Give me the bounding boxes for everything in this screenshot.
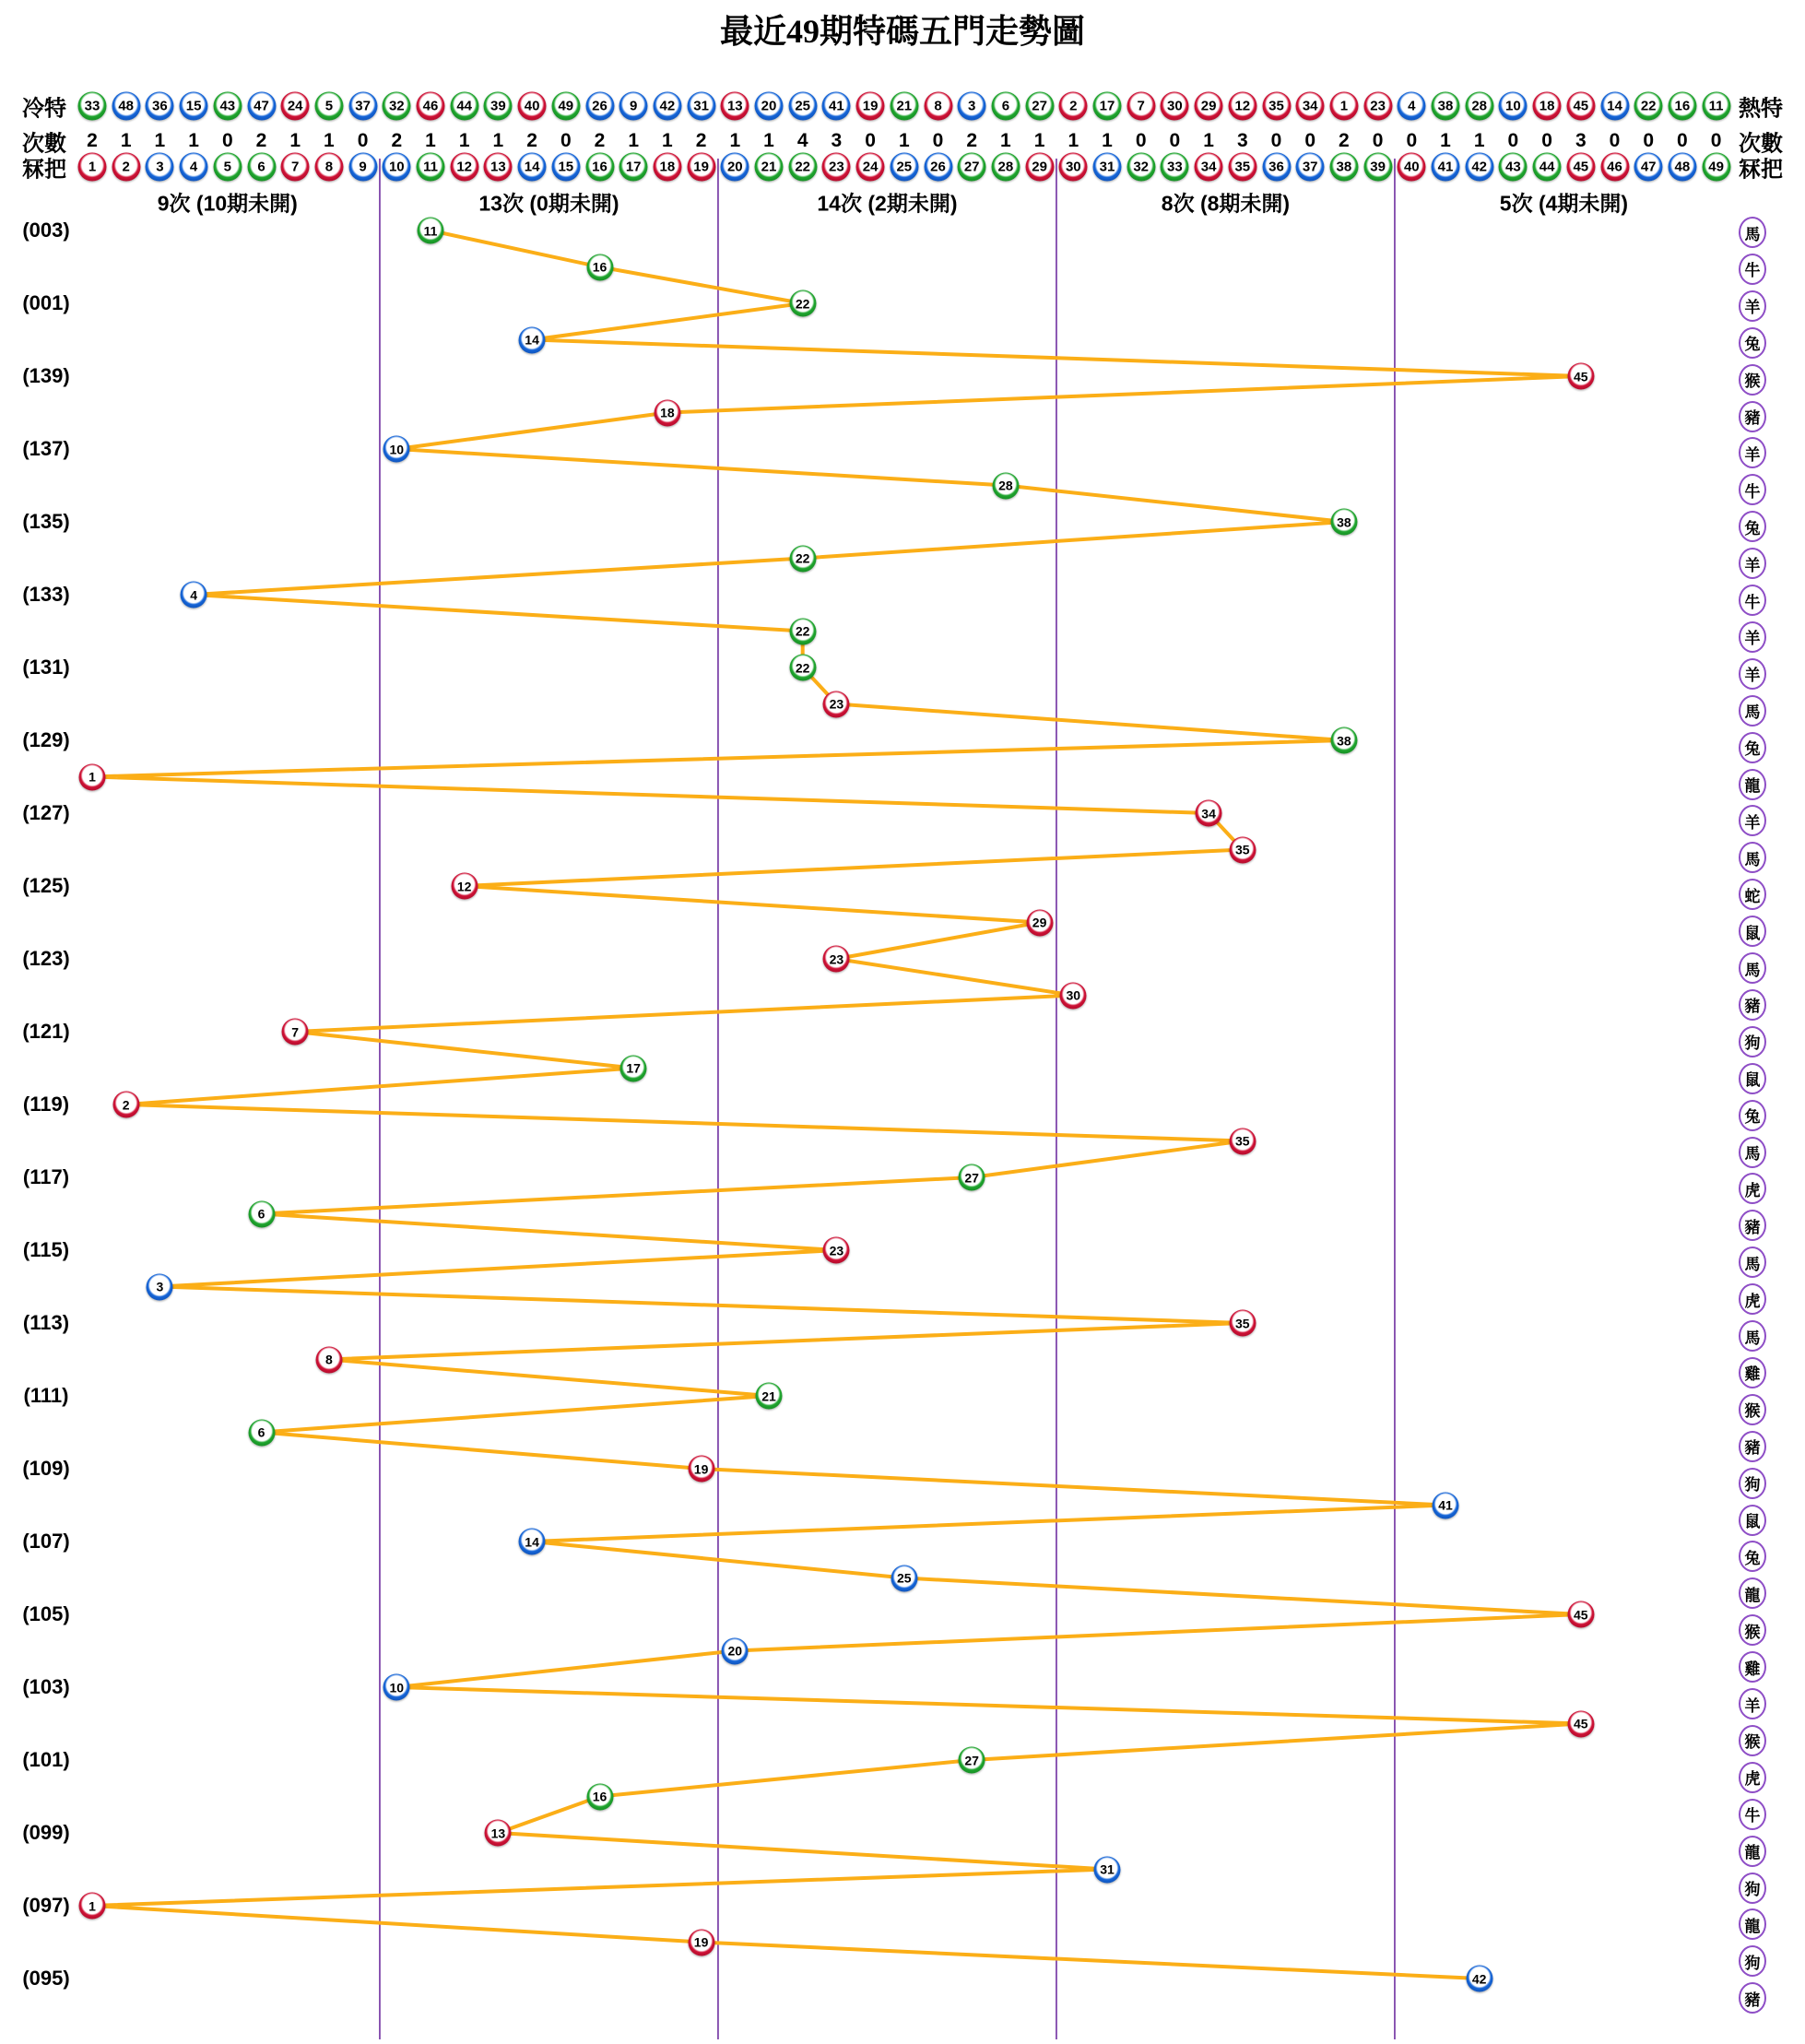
chart-ball: 14 <box>519 326 546 353</box>
count-value: 0 <box>1643 130 1655 151</box>
cold-ball: 21 <box>890 92 918 121</box>
count-value: 1 <box>1440 130 1451 151</box>
count-value: 0 <box>1372 130 1384 151</box>
count-value: 0 <box>1135 130 1147 151</box>
section-label: 14次 (2期未開) <box>817 191 958 216</box>
period-label: (121) <box>22 1020 70 1043</box>
chart-ball: 2 <box>112 1092 139 1118</box>
cold-ball: 49 <box>551 92 580 121</box>
zodiac-badge: 馬 <box>1739 695 1766 727</box>
zodiac-badge: 豬 <box>1739 989 1766 1021</box>
number-ball: 2 <box>112 153 140 182</box>
page-title: 最近49期特碼五門走勢圖 <box>719 13 1085 50</box>
count-value: 0 <box>1304 130 1316 151</box>
number-ball: 40 <box>1398 153 1426 182</box>
cold-ball: 26 <box>585 92 614 121</box>
count-value: 1 <box>662 130 673 151</box>
zodiac-badge: 狗 <box>1739 1945 1766 1977</box>
count-value: 1 <box>1068 130 1079 151</box>
cold-ball: 3 <box>958 92 986 121</box>
zodiac-badge: 龍 <box>1739 1836 1766 1867</box>
chart-ball: 23 <box>823 1237 850 1264</box>
cold-ball: 44 <box>450 92 478 121</box>
cold-ball: 19 <box>856 92 885 121</box>
chart-ball: 29 <box>1026 909 1053 936</box>
number-ball: 20 <box>721 153 749 182</box>
number-ball: 16 <box>585 153 614 182</box>
zodiac-badge: 馬 <box>1739 1320 1766 1352</box>
number-ball: 39 <box>1363 153 1392 182</box>
zodiac-badge: 牛 <box>1739 585 1766 616</box>
count-value: 3 <box>1575 130 1587 151</box>
count-value: 1 <box>1203 130 1214 151</box>
count-value: 1 <box>1000 130 1011 151</box>
zodiac-badge: 豬 <box>1739 1431 1766 1462</box>
number-ball: 9 <box>348 153 377 182</box>
chart-ball: 20 <box>722 1637 749 1664</box>
cold-ball: 33 <box>78 92 107 121</box>
chart-ball: 28 <box>992 472 1019 499</box>
count-value: 0 <box>1169 130 1181 151</box>
count-value: 0 <box>560 130 572 151</box>
cold-ball: 38 <box>1432 92 1460 121</box>
count-value: 1 <box>492 130 504 151</box>
chart-ball: 38 <box>1330 727 1357 754</box>
number-ball: 28 <box>991 153 1020 182</box>
chart-ball: 45 <box>1567 1710 1594 1737</box>
cold-ball: 24 <box>281 92 310 121</box>
chart-ball: 8 <box>315 1346 342 1373</box>
cold-ball: 48 <box>112 92 140 121</box>
period-label: (109) <box>22 1457 70 1480</box>
cold-ball: 2 <box>1059 92 1088 121</box>
chart-ball: 41 <box>1433 1492 1459 1518</box>
number-right-label: 冧把 <box>1739 157 1783 183</box>
count-value: 1 <box>324 130 335 151</box>
cold-ball: 32 <box>383 92 411 121</box>
period-label: (001) <box>22 291 70 314</box>
zodiac-badge: 羊 <box>1739 1688 1766 1719</box>
cold-ball: 45 <box>1566 92 1595 121</box>
chart-ball: 7 <box>282 1019 309 1046</box>
zodiac-badge: 雞 <box>1739 1357 1766 1388</box>
chart-ball: 17 <box>620 1055 647 1081</box>
number-ball: 19 <box>687 153 715 182</box>
zodiac-badge: 狗 <box>1739 1873 1766 1904</box>
cold-ball: 42 <box>653 92 681 121</box>
number-ball: 12 <box>450 153 478 182</box>
cold-ball: 15 <box>180 92 208 121</box>
number-ball: 27 <box>958 153 986 182</box>
period-label: (103) <box>22 1675 70 1698</box>
zodiac-badge: 兔 <box>1739 732 1766 763</box>
chart-ball: 11 <box>418 218 444 244</box>
chart-ball: 30 <box>1060 982 1087 1009</box>
period-label: (099) <box>22 1821 70 1844</box>
number-ball: 30 <box>1059 153 1088 182</box>
chart-ball: 16 <box>586 1783 613 1810</box>
number-ball: 33 <box>1161 153 1189 182</box>
chart-ball: 42 <box>1466 1966 1492 1992</box>
count-value: 0 <box>1541 130 1552 151</box>
period-label: (123) <box>22 947 70 970</box>
cold-ball: 43 <box>213 92 242 121</box>
cold-ball: 39 <box>484 92 513 121</box>
zodiac-badge: 羊 <box>1739 437 1766 468</box>
cold-ball: 17 <box>1093 92 1122 121</box>
period-label: (115) <box>22 1238 70 1261</box>
chart-ball: 1 <box>79 763 106 790</box>
count-value: 1 <box>1473 130 1485 151</box>
zodiac-badge: 羊 <box>1739 805 1766 836</box>
zodiac-badge: 虎 <box>1739 1762 1766 1793</box>
zodiac-badge: 鼠 <box>1739 1505 1766 1536</box>
count-value: 1 <box>458 130 470 151</box>
section-label: 5次 (4期未開) <box>1499 191 1629 216</box>
count-value: 1 <box>763 130 774 151</box>
cold-ball: 34 <box>1296 92 1325 121</box>
count-value: 0 <box>221 130 233 151</box>
cold-ball: 41 <box>822 92 851 121</box>
period-label: (139) <box>22 364 70 387</box>
count-value: 1 <box>898 130 910 151</box>
number-ball: 43 <box>1499 153 1528 182</box>
count-value: 2 <box>1339 130 1350 151</box>
cold-ball: 12 <box>1228 92 1256 121</box>
zodiac-badge: 馬 <box>1739 217 1766 248</box>
cold-ball: 4 <box>1398 92 1426 121</box>
count-value: 0 <box>1609 130 1621 151</box>
chart-ball: 23 <box>823 691 850 717</box>
chart-ball: 22 <box>789 545 816 572</box>
count-value: 3 <box>831 130 843 151</box>
zodiac-badge: 羊 <box>1739 290 1766 322</box>
zodiac-badge: 猴 <box>1739 364 1766 396</box>
trend-line <box>92 230 1581 1979</box>
chart-ball: 12 <box>451 873 478 900</box>
zodiac-badge: 馬 <box>1739 952 1766 984</box>
cold-ball: 35 <box>1262 92 1291 121</box>
number-ball: 36 <box>1262 153 1291 182</box>
period-label: (111) <box>23 1384 69 1407</box>
period-label: (097) <box>22 1894 70 1917</box>
period-label: (127) <box>22 801 70 824</box>
number-ball: 42 <box>1465 153 1493 182</box>
number-ball: 14 <box>518 153 547 182</box>
zodiac-badge: 豬 <box>1739 401 1766 432</box>
zodiac-badge: 狗 <box>1739 1026 1766 1057</box>
chart-ball: 23 <box>823 946 850 973</box>
cold-ball: 31 <box>687 92 715 121</box>
count-value: 1 <box>154 130 166 151</box>
number-ball: 8 <box>314 153 343 182</box>
number-ball: 34 <box>1195 153 1223 182</box>
chart-ball: 10 <box>383 1674 410 1701</box>
count-value: 2 <box>695 130 707 151</box>
number-ball: 23 <box>822 153 851 182</box>
number-ball: 37 <box>1296 153 1325 182</box>
number-ball: 18 <box>653 153 681 182</box>
cold-ball: 30 <box>1161 92 1189 121</box>
chart-ball: 4 <box>181 582 207 608</box>
count-value: 1 <box>289 130 301 151</box>
number-ball: 24 <box>856 153 885 182</box>
count-value: 0 <box>1677 130 1688 151</box>
section-label: 13次 (0期未開) <box>478 191 619 216</box>
number-ball: 7 <box>281 153 310 182</box>
cold-ball: 18 <box>1533 92 1562 121</box>
cold-special-left-label: 冷特 <box>22 96 66 122</box>
number-left-label: 冧把 <box>22 157 66 183</box>
number-ball: 4 <box>180 153 208 182</box>
number-ball: 17 <box>619 153 648 182</box>
chart-ball: 25 <box>891 1565 917 1591</box>
number-ball: 21 <box>755 153 784 182</box>
zodiac-badge: 牛 <box>1739 474 1766 505</box>
cold-ball: 46 <box>417 92 445 121</box>
chart-ball: 19 <box>688 1929 714 1955</box>
cold-ball: 7 <box>1127 92 1155 121</box>
chart-ball: 35 <box>1229 1128 1256 1154</box>
count-value: 0 <box>932 130 944 151</box>
cold-ball: 14 <box>1600 92 1629 121</box>
chart-ball: 27 <box>959 1747 985 1774</box>
cold-ball: 6 <box>991 92 1020 121</box>
cold-ball: 5 <box>314 92 343 121</box>
section-label: 9次 (10期未開) <box>157 191 298 216</box>
count-value: 0 <box>1507 130 1519 151</box>
zodiac-badge: 龍 <box>1739 1577 1766 1609</box>
zodiac-badge: 虎 <box>1739 1173 1766 1204</box>
cold-ball: 37 <box>348 92 377 121</box>
period-label: (119) <box>22 1093 70 1116</box>
count-value: 1 <box>1033 130 1045 151</box>
chart-ball: 3 <box>147 1273 173 1300</box>
count-value: 0 <box>865 130 876 151</box>
chart-ball: 22 <box>789 655 816 681</box>
zodiac-badge: 馬 <box>1739 1137 1766 1168</box>
count-value: 4 <box>796 130 808 151</box>
chart-ball: 16 <box>586 254 613 280</box>
chart-ball: 1 <box>79 1893 106 1920</box>
chart-ball: 13 <box>485 1820 512 1847</box>
count-value: 0 <box>1406 130 1418 151</box>
cold-ball: 47 <box>247 92 276 121</box>
zodiac-badge: 龍 <box>1739 769 1766 800</box>
zodiac-badge: 豬 <box>1739 1210 1766 1241</box>
period-label: (117) <box>22 1165 70 1188</box>
zodiac-badge: 牛 <box>1739 254 1766 285</box>
cold-ball: 29 <box>1195 92 1223 121</box>
chart-ball: 45 <box>1567 363 1594 390</box>
count-left-label: 次數 <box>22 131 66 157</box>
chart-ball: 21 <box>756 1383 783 1410</box>
zodiac-badge: 猴 <box>1739 1725 1766 1756</box>
count-value: 2 <box>87 130 98 151</box>
chart-ball: 19 <box>688 1456 714 1483</box>
cold-ball: 20 <box>755 92 784 121</box>
number-ball: 49 <box>1702 153 1730 182</box>
number-ball: 1 <box>78 153 107 182</box>
cold-ball: 27 <box>1025 92 1054 121</box>
number-ball: 22 <box>788 153 817 182</box>
chart-ball: 34 <box>1196 800 1222 827</box>
zodiac-badge: 蛇 <box>1739 879 1766 910</box>
number-ball: 15 <box>551 153 580 182</box>
period-label: (137) <box>22 437 70 460</box>
count-value: 0 <box>357 130 369 151</box>
cold-ball: 25 <box>788 92 817 121</box>
number-ball: 6 <box>247 153 276 182</box>
count-right-label: 次數 <box>1739 131 1783 157</box>
cold-ball: 36 <box>146 92 174 121</box>
period-label: (003) <box>22 219 70 242</box>
zodiac-badge: 猴 <box>1739 1614 1766 1646</box>
period-label: (113) <box>22 1311 70 1334</box>
zodiac-badge: 兔 <box>1739 327 1766 359</box>
cold-ball: 28 <box>1465 92 1493 121</box>
zodiac-badge: 馬 <box>1739 842 1766 873</box>
cold-ball: 10 <box>1499 92 1528 121</box>
number-ball: 46 <box>1600 153 1629 182</box>
chart-ball: 35 <box>1229 1310 1256 1337</box>
cold-ball: 1 <box>1329 92 1358 121</box>
chart-ball: 45 <box>1567 1601 1594 1628</box>
number-ball: 11 <box>417 153 445 182</box>
number-ball: 48 <box>1668 153 1696 182</box>
chart-ball: 22 <box>789 618 816 644</box>
count-value: 1 <box>425 130 436 151</box>
count-value: 2 <box>255 130 267 151</box>
zodiac-badge: 猴 <box>1739 1394 1766 1425</box>
zodiac-badge: 虎 <box>1739 1283 1766 1315</box>
cold-ball: 22 <box>1634 92 1663 121</box>
chart-ball: 38 <box>1330 509 1357 536</box>
zodiac-badge: 豬 <box>1739 1982 1766 2014</box>
chart-ball: 18 <box>654 399 680 426</box>
chart-ball: 6 <box>248 1200 275 1227</box>
number-ball: 26 <box>924 153 952 182</box>
period-label: (105) <box>22 1602 70 1625</box>
number-ball: 41 <box>1432 153 1460 182</box>
count-value: 1 <box>729 130 741 151</box>
count-value: 1 <box>1102 130 1113 151</box>
chart-ball: 31 <box>1094 1856 1121 1883</box>
zodiac-badge: 羊 <box>1739 658 1766 690</box>
count-value: 2 <box>526 130 537 151</box>
period-label: (135) <box>22 510 70 533</box>
period-label: (095) <box>22 1967 70 1990</box>
number-ball: 45 <box>1566 153 1595 182</box>
count-value: 2 <box>391 130 403 151</box>
zodiac-badge: 鼠 <box>1739 916 1766 947</box>
zodiac-badge: 狗 <box>1739 1468 1766 1499</box>
zodiac-badge: 雞 <box>1739 1651 1766 1683</box>
number-ball: 5 <box>213 153 242 182</box>
cold-ball: 11 <box>1702 92 1730 121</box>
chart-ball: 27 <box>959 1164 985 1191</box>
number-ball: 25 <box>890 153 918 182</box>
number-ball: 35 <box>1228 153 1256 182</box>
count-value: 2 <box>594 130 606 151</box>
period-label: (107) <box>22 1530 70 1553</box>
chart-ball: 10 <box>383 436 410 463</box>
number-ball: 31 <box>1093 153 1122 182</box>
section-label: 8次 (8期未開) <box>1161 191 1291 216</box>
chart-ball: 14 <box>519 1529 546 1555</box>
count-value: 1 <box>120 130 132 151</box>
chart-ball: 22 <box>789 290 816 317</box>
count-value: 1 <box>188 130 199 151</box>
number-ball: 32 <box>1127 153 1155 182</box>
number-ball: 29 <box>1025 153 1054 182</box>
chart-ball: 6 <box>248 1419 275 1446</box>
period-label: (101) <box>22 1748 70 1771</box>
zodiac-badge: 兔 <box>1739 511 1766 542</box>
zodiac-badge: 龍 <box>1739 1908 1766 1940</box>
period-label: (131) <box>22 656 70 679</box>
cold-ball: 8 <box>924 92 952 121</box>
zodiac-badge: 兔 <box>1739 1541 1766 1572</box>
cold-ball: 13 <box>721 92 749 121</box>
zodiac-badge: 羊 <box>1739 548 1766 579</box>
zodiac-badge: 鼠 <box>1739 1063 1766 1094</box>
zodiac-badge: 牛 <box>1739 1799 1766 1830</box>
hot-special-right-label: 熱特 <box>1739 96 1783 122</box>
zodiac-badge: 兔 <box>1739 1100 1766 1131</box>
number-ball: 44 <box>1533 153 1562 182</box>
number-ball: 38 <box>1329 153 1358 182</box>
cold-ball: 23 <box>1363 92 1392 121</box>
zodiac-badge: 馬 <box>1739 1246 1766 1278</box>
period-label: (133) <box>22 583 70 606</box>
count-value: 0 <box>1270 130 1282 151</box>
period-label: (125) <box>22 874 70 897</box>
count-value: 1 <box>628 130 640 151</box>
count-value: 2 <box>966 130 978 151</box>
period-label: (129) <box>22 728 70 751</box>
number-ball: 3 <box>146 153 174 182</box>
chart-ball: 35 <box>1229 836 1256 863</box>
number-ball: 47 <box>1634 153 1663 182</box>
cold-ball: 9 <box>619 92 648 121</box>
count-value: 0 <box>1710 130 1722 151</box>
number-ball: 10 <box>383 153 411 182</box>
cold-ball: 40 <box>518 92 547 121</box>
count-value: 3 <box>1236 130 1248 151</box>
number-ball: 13 <box>484 153 513 182</box>
zodiac-badge: 羊 <box>1739 621 1766 653</box>
cold-ball: 16 <box>1668 92 1696 121</box>
